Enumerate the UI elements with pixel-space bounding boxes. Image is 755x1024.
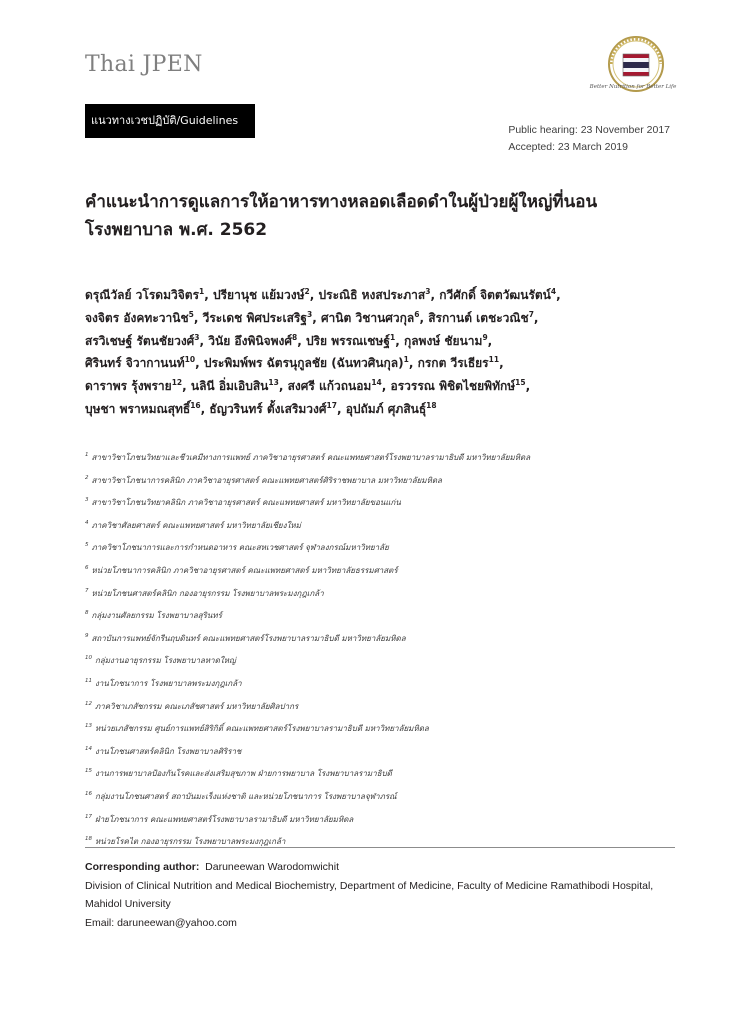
- journal-name: Thai JPEN: [85, 52, 203, 77]
- author-sup: 13: [268, 378, 279, 388]
- affiliation-number: 10: [85, 655, 92, 662]
- article-title: [85, 188, 675, 244]
- author-line: บุษชา พราหมณสุทธิ์$^{16}$, ธัญวรินทร์ ตั้งเสริมวงศ์$^{17}$, อุปถัมภ์ ศุภสินธุ์$^{18}$: [85, 400, 437, 416]
- affiliation-text: สาขาวิชาโภชนาการคลินิก ภาควิชาอายุรศาสตร์ คณะแพทยศาสตร์ศิริราชพยาบาล มหาวิทยาลัยมหิดล: [91, 475, 442, 485]
- affiliation-number: 14: [85, 745, 92, 752]
- affiliation-item: [85, 631, 685, 654]
- affiliation-item: [85, 834, 685, 857]
- section-tab: แนวทางเวชปฏิบัติ/Guidelines: [85, 104, 255, 138]
- author-line: ดรุณีวัลย์ วโรดมวิจิตร$^1$, ปรียานุช แย้มวงษ์$^2$, ประณิธิ หงสประภาส$^3$, กวีศักดิ์ จิตตวัฒนรัตน์$^4$,: [85, 287, 561, 302]
- affiliation-text: ภาควิชาโภชนาการและการกำหนดอาหาร คณะสหเวชศาสตร์ จุฬาลงกรณ์มหาวิทยาลัย: [91, 543, 389, 553]
- affiliation-number: 3: [85, 497, 89, 504]
- author-name: สงศรี แก้วถนอม: [287, 379, 372, 394]
- affiliation-number: 15: [85, 768, 92, 775]
- author-sup: 10: [184, 355, 196, 365]
- affiliation-number: 16: [85, 790, 92, 797]
- affiliation-number: 9: [85, 632, 89, 639]
- affiliation-number: 13: [85, 723, 92, 730]
- affiliation-text: กลุ่มงานศัลยกรรม โรงพยาบาลสุรินทร์: [91, 611, 222, 621]
- author-sup: 3: [306, 309, 313, 319]
- author-sup: 8: [292, 332, 298, 342]
- affiliation-item: [85, 450, 685, 473]
- affiliation-item: [85, 653, 685, 676]
- corresponding-label: Corresponding author:: [85, 861, 200, 873]
- affiliation-number: 6: [85, 564, 89, 571]
- affiliation-text: งานโภชนาการ โรงพยาบาลพระมงกุฎเกล้า: [95, 678, 242, 688]
- author-name: ธัญวรินทร์ ตั้งเสริมวงศ์: [209, 401, 327, 416]
- author-name: สรวิเชษฐ์ รัตนชัยวงศ์: [85, 333, 195, 348]
- accepted-date: Accepted: 23 March 2019: [508, 141, 628, 153]
- affiliation-text: หน่วยโภชนศาสตร์คลินิก กองอายุรกรรม โรงพยาบาลพระมงกุฎเกล้า: [91, 588, 324, 598]
- author-sup: 1: [389, 332, 396, 342]
- author-sup: 9: [482, 332, 488, 342]
- author-name: กรกต วีรเธียร: [417, 356, 489, 371]
- logo-tagline: Better Nutrition for Better Life: [589, 84, 677, 90]
- affiliation-text: งานการพยาบาลป้องกันโรคและส่งเสริมสุขภาพ ฝ่ายการพยาบาล โรงพยาบาลรามาธิบดี: [95, 769, 392, 779]
- affiliation-text: หน่วยเภสัชกรรม ศูนย์การแพทย์สิริกิติ์ คณะแพทยศาสตร์โรงพยาบาลรามาธิบดี มหาวิทยาลัยมหิดล: [95, 724, 429, 734]
- author-sup: 3: [194, 332, 200, 342]
- author-line: จงจิตร อังคทะวานิช$^5$, วีระเดช พิศประเสริฐ$^3$, ศานิต วิชานศวกุล$^6$, สิรกานต์ เตชะวณิช$^7$,: [85, 309, 539, 325]
- author-sup: 2: [304, 287, 310, 296]
- author-sup: 5: [188, 309, 194, 319]
- affiliation-item: [85, 518, 685, 541]
- affiliation-item: [85, 699, 685, 722]
- affiliation-text: กลุ่มงานโภชนศาสตร์ สถาบันมะเร็งแห่งชาติ และหน่วยโภชนาการ โรงพยาบาลจุฬาภรณ์: [95, 791, 397, 801]
- author-name: อุปถัมภ์ ศุภสินธุ์: [345, 401, 427, 416]
- author-line: ศิรินทร์ จิวากานนท์$^{10}$, ประพิมพ์พร ฉัตรนุกูลชัย (ฉันทวศินกุล)$^1$, กรกต วีรเธียร$^{11}$,: [85, 355, 504, 371]
- author-sup: 11: [488, 355, 500, 365]
- affiliation-list: [85, 450, 685, 857]
- title-line-1: คำแนะนำการดูแลการให้อาหารทางหลอดเลือดดำในผู้ป่วยผู้ใหญ่ที่นอน: [85, 192, 598, 212]
- affiliation-text: สาขาวิชาโภชนวิทยาคลินิก ภาควิชาอายุรศาสตร์ คณะแพทยศาสตร์ มหาวิทยาลัยขอนแก่น: [91, 498, 401, 508]
- affiliation-number: 8: [85, 610, 89, 617]
- author-name: ดรุณีวัลย์ วโรดมวิจิตร: [85, 288, 200, 302]
- affiliation-item: [85, 473, 685, 496]
- affiliation-item: [85, 586, 685, 609]
- affiliation-text: งานโภชนศาสตร์คลินิก โรงพยาบาลศิริราช: [95, 746, 242, 756]
- affiliation-number: 18: [85, 836, 92, 843]
- author-sup: 17: [326, 400, 337, 410]
- author-name: ปริย พรรณเชษฐ์: [305, 333, 390, 348]
- affiliation-number: 5: [85, 542, 89, 549]
- author-sup: 15: [515, 378, 526, 388]
- author-name: ศิรินทร์ จิวากานนท์: [85, 356, 185, 371]
- affiliation-number: 7: [85, 587, 89, 594]
- affiliation-item: [85, 495, 685, 518]
- article-dates: [508, 122, 670, 156]
- affiliation-item: [85, 766, 685, 789]
- author-name: วีระเดช พิศประเสริฐ: [202, 310, 307, 325]
- author-name: ปรียานุช แย้มวงษ์: [212, 288, 305, 302]
- author-name: กุลพงษ์ ชัยนาม: [403, 333, 483, 348]
- affiliation-item: [85, 789, 685, 812]
- public-hearing-date: Public hearing: 23 November 2017: [508, 124, 670, 136]
- corresponding-author-block: [85, 858, 685, 932]
- affiliation-item: [85, 812, 685, 835]
- title-line-2: โรงพยาบาล พ.ศ. 2562: [85, 220, 268, 240]
- affiliation-item: [85, 676, 685, 699]
- affiliation-item: [85, 721, 685, 744]
- affiliation-item: [85, 540, 685, 563]
- affiliation-text: สถาบันการแพทย์จักรีนฤบดินทร์ คณะแพทยศาสตร์โรงพยาบาลรามาธิบดี มหาวิทยาลัยมหิดล: [91, 633, 406, 643]
- author-sup: 1: [199, 287, 205, 296]
- affiliation-number: 2: [85, 474, 89, 481]
- author-sup: 4: [550, 287, 557, 296]
- author-name: ประณิธิ หงสประภาส: [318, 288, 426, 302]
- affiliation-text: กลุ่มงานอายุรกรรม โรงพยาบาลหาดใหญ่: [95, 656, 236, 666]
- affiliation-number: 17: [85, 813, 92, 820]
- author-name: จงจิตร อังคทะวานิช: [85, 310, 189, 325]
- author-sup: 12: [171, 378, 183, 388]
- affiliation-item: [85, 563, 685, 586]
- author-sup: 18: [426, 400, 437, 410]
- corresponding-line: [85, 858, 685, 877]
- affiliation-item: [85, 608, 685, 631]
- author-name: ดาราพร รุ้งพราย: [85, 379, 172, 394]
- corresponding-email[interactable]: Email: daruneewan@yahoo.com: [85, 916, 237, 929]
- author-sup: 14: [371, 378, 382, 388]
- corresponding-address-1: Division of Clinical Nutrition and Medical Biochemistry, Department of Medicine, Faculty of Medicine Ramathibodi Hospital,: [85, 879, 654, 892]
- author-name: ประพิมพ์พร ฉัตรนุกูลชัย (ฉันทวศินกุล): [203, 356, 404, 371]
- author-list: [85, 284, 685, 421]
- affiliation-number: 12: [85, 700, 92, 707]
- affiliation-text: ภาควิชาศัลยศาสตร์ คณะแพทยศาสตร์ มหาวิทยาลัยเชียงใหม่: [91, 520, 301, 530]
- affiliation-text: หน่วยโรคไต กองอายุรกรรม โรงพยาบาลพระมงกุฎเกล้า: [95, 837, 286, 847]
- author-sup: 16: [190, 400, 201, 410]
- corresponding-address-2: Mahidol University: [85, 898, 171, 910]
- author-sup: 6: [414, 309, 420, 319]
- corresponding-divider: [85, 847, 675, 848]
- affiliation-text: สาขาวิชาโภชนวิทยาและชีวเคมีทางการแพทย์ ภาควิชาอายุรศาสตร์ คณะแพทยศาสตร์โรงพยาบาลรามาธิบดี มหาวิทยาลัยมหิดล: [91, 453, 531, 462]
- affiliation-number: 4: [85, 519, 89, 526]
- author-line: สรวิเชษฐ์ รัตนชัยวงศ์$^3$, วินัย อึงพินิจพงศ์$^8$, ปริย พรรณเชษฐ์$^1$, กุลพงษ์ ชัยนาม$^9$,: [85, 332, 493, 348]
- affiliation-text: ภาควิชาเภสัชกรรม คณะเภสัชศาสตร์ มหาวิทยาลัยศิลปากร: [95, 701, 299, 711]
- author-name: สิรกานต์ เตชะวณิช: [428, 310, 529, 325]
- author-name: นลินี อิ่มเอิบสิน: [190, 379, 269, 394]
- affiliation-number: 1: [85, 452, 89, 458]
- corresponding-name: Daruneewan Warodomwichit: [205, 861, 340, 873]
- author-name: กวีศักดิ์ จิตตวัฒนรัตน์: [439, 288, 551, 302]
- author-line: ดาราพร รุ้งพราย$^{12}$, นลินี อิ่มเอิบสิน$^{13}$, สงศรี แก้วถนอม$^{14}$, อรวรรณ พิชิตไชยพิทักษ์$^{15}$,: [85, 378, 531, 394]
- author-sup: 1: [403, 355, 409, 365]
- author-name: อรวรรณ พิชิตไชยพิทักษ์: [390, 379, 516, 394]
- author-sup: 3: [425, 287, 431, 296]
- author-name: บุษชา พราหมณสุทธิ์: [85, 401, 191, 416]
- affiliation-item: [85, 744, 685, 767]
- affiliation-text: ฝ่ายโภชนาการ คณะแพทยศาสตร์โรงพยาบาลรามาธิบดี มหาวิทยาลัยมหิดล: [95, 814, 354, 824]
- author-sup: 7: [528, 309, 534, 319]
- affiliation-text: หน่วยโภชนาการคลินิก ภาควิชาอายุรศาสตร์ คณะแพทยศาสตร์ มหาวิทยาลัยธรรมศาสตร์: [91, 565, 398, 575]
- affiliation-number: 11: [85, 677, 92, 684]
- author-name: ศานิต วิชานศวกุล: [320, 310, 415, 325]
- author-name: วินัย อึงพินิจพงศ์: [208, 333, 293, 348]
